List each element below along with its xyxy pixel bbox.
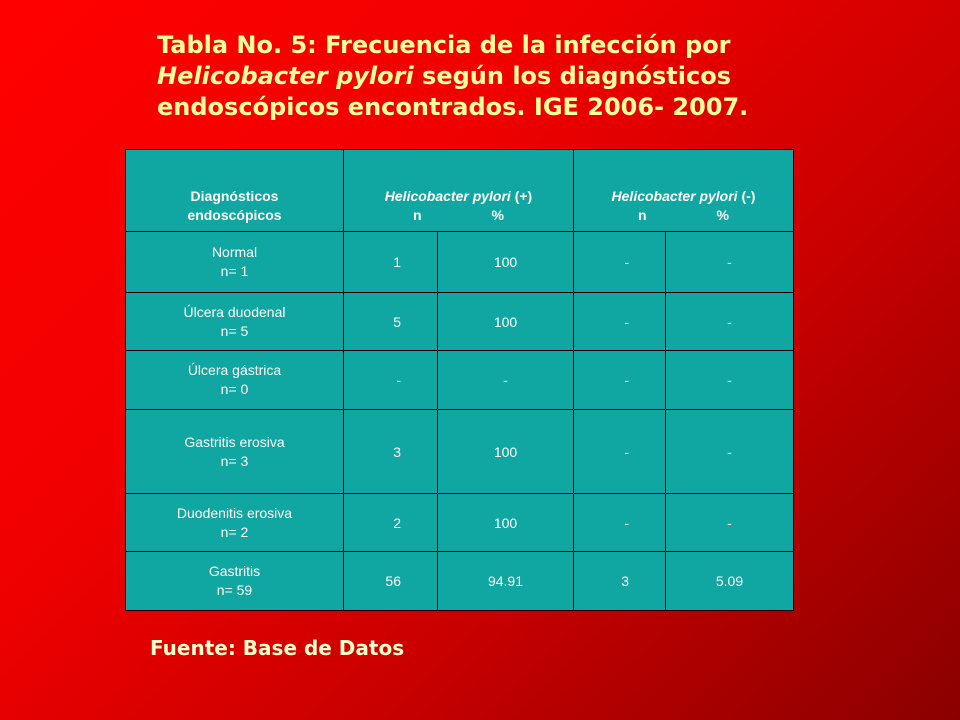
header-hp-positive bbox=[344, 150, 574, 232]
table-row bbox=[126, 552, 794, 611]
cell-pos-pct: 100 bbox=[438, 232, 574, 293]
cell-neg-n: 3 bbox=[574, 552, 666, 611]
cell-pos-n: - bbox=[344, 351, 438, 410]
header-hp-negative-subcols bbox=[574, 206, 793, 225]
cell-neg-n: - bbox=[574, 494, 666, 552]
cell-pos-n: 3 bbox=[344, 410, 438, 494]
cell-pos-pct: - bbox=[438, 351, 574, 410]
table-header-row bbox=[126, 150, 794, 232]
diagnosis-count: n= 0 bbox=[220, 381, 249, 397]
header-neg-pct: % bbox=[716, 207, 729, 223]
header-hp-negative-label bbox=[574, 187, 793, 206]
header-hp-negative-italic: Helicobacter pylori bbox=[611, 188, 738, 204]
header-hp-positive-subcols bbox=[344, 206, 573, 225]
diagnosis-count: n= 3 bbox=[220, 452, 249, 469]
row-diagnosis bbox=[126, 410, 344, 494]
table-row bbox=[126, 293, 794, 351]
header-diagnosticos-line2: endoscópicos bbox=[187, 207, 282, 223]
diagnosis-name: Duodenitis erosiva bbox=[176, 504, 293, 521]
cell-pos-n: 1 bbox=[344, 232, 438, 293]
table-row bbox=[126, 232, 794, 293]
cell-pos-pct: 100 bbox=[438, 293, 574, 351]
cell-neg-pct: - bbox=[666, 232, 794, 293]
cell-neg-pct: - bbox=[666, 293, 794, 351]
cell-pos-pct: 100 bbox=[438, 494, 574, 552]
header-pos-n: n bbox=[412, 207, 422, 223]
cell-pos-n: 5 bbox=[344, 293, 438, 351]
diagnosis-name: Gastritis erosiva bbox=[184, 433, 285, 450]
header-hp-negative bbox=[574, 150, 794, 232]
header-diagnosticos bbox=[126, 150, 344, 232]
diagnosis-count: n= 1 bbox=[220, 263, 249, 279]
cell-neg-pct: - bbox=[666, 494, 794, 552]
slide-title bbox=[157, 30, 937, 123]
title-line-1: Tabla No. 5: Frecuencia de la infección por bbox=[157, 31, 731, 59]
title-italic-species: Helicobacter pylori bbox=[157, 62, 414, 90]
diagnosis-name: Úlcera duodenal bbox=[183, 303, 286, 320]
header-neg-n: n bbox=[637, 207, 647, 223]
cell-neg-n: - bbox=[574, 351, 666, 410]
header-hp-positive-suffix: (+) bbox=[510, 188, 533, 204]
header-diagnosticos-line1: Diagnósticos bbox=[190, 188, 279, 204]
title-line-2-rest: según los diagnósticos bbox=[413, 62, 732, 90]
cell-pos-n: 2 bbox=[344, 494, 438, 552]
diagnosis-name: Normal bbox=[211, 244, 258, 260]
cell-neg-pct: - bbox=[666, 351, 794, 410]
header-pos-pct: % bbox=[491, 207, 504, 223]
title-line-2 bbox=[157, 61, 937, 92]
row-diagnosis bbox=[126, 293, 344, 351]
row-diagnosis bbox=[126, 232, 344, 293]
cell-neg-pct: - bbox=[666, 410, 794, 494]
cell-neg-n: - bbox=[574, 232, 666, 293]
cell-neg-n: - bbox=[574, 293, 666, 351]
cell-neg-pct: 5.09 bbox=[666, 552, 794, 611]
cell-pos-n: 56 bbox=[344, 552, 438, 611]
diagnosis-name: Úlcera gástrica bbox=[187, 362, 282, 378]
title-line-3: endoscópicos encontrados. IGE 2006- 2007. bbox=[157, 93, 749, 121]
header-hp-negative-suffix: (-) bbox=[737, 188, 756, 204]
header-hp-positive-italic: Helicobacter pylori bbox=[384, 188, 511, 204]
diagnosis-name: Gastritis bbox=[208, 563, 261, 579]
row-diagnosis bbox=[126, 552, 344, 611]
source-note: Fuente: Base de Datos bbox=[150, 636, 405, 660]
frequency-table bbox=[125, 149, 794, 611]
diagnosis-count: n= 5 bbox=[220, 322, 249, 339]
cell-neg-n: - bbox=[574, 410, 666, 494]
row-diagnosis bbox=[126, 351, 344, 410]
table-row bbox=[126, 410, 794, 494]
row-diagnosis bbox=[126, 494, 344, 552]
diagnosis-count: n= 2 bbox=[220, 523, 249, 540]
diagnosis-count: n= 59 bbox=[216, 582, 253, 598]
header-hp-positive-label bbox=[344, 187, 573, 206]
table-row bbox=[126, 494, 794, 552]
table-row bbox=[126, 351, 794, 410]
cell-pos-pct: 100 bbox=[438, 410, 574, 494]
cell-pos-pct: 94.91 bbox=[438, 552, 574, 611]
